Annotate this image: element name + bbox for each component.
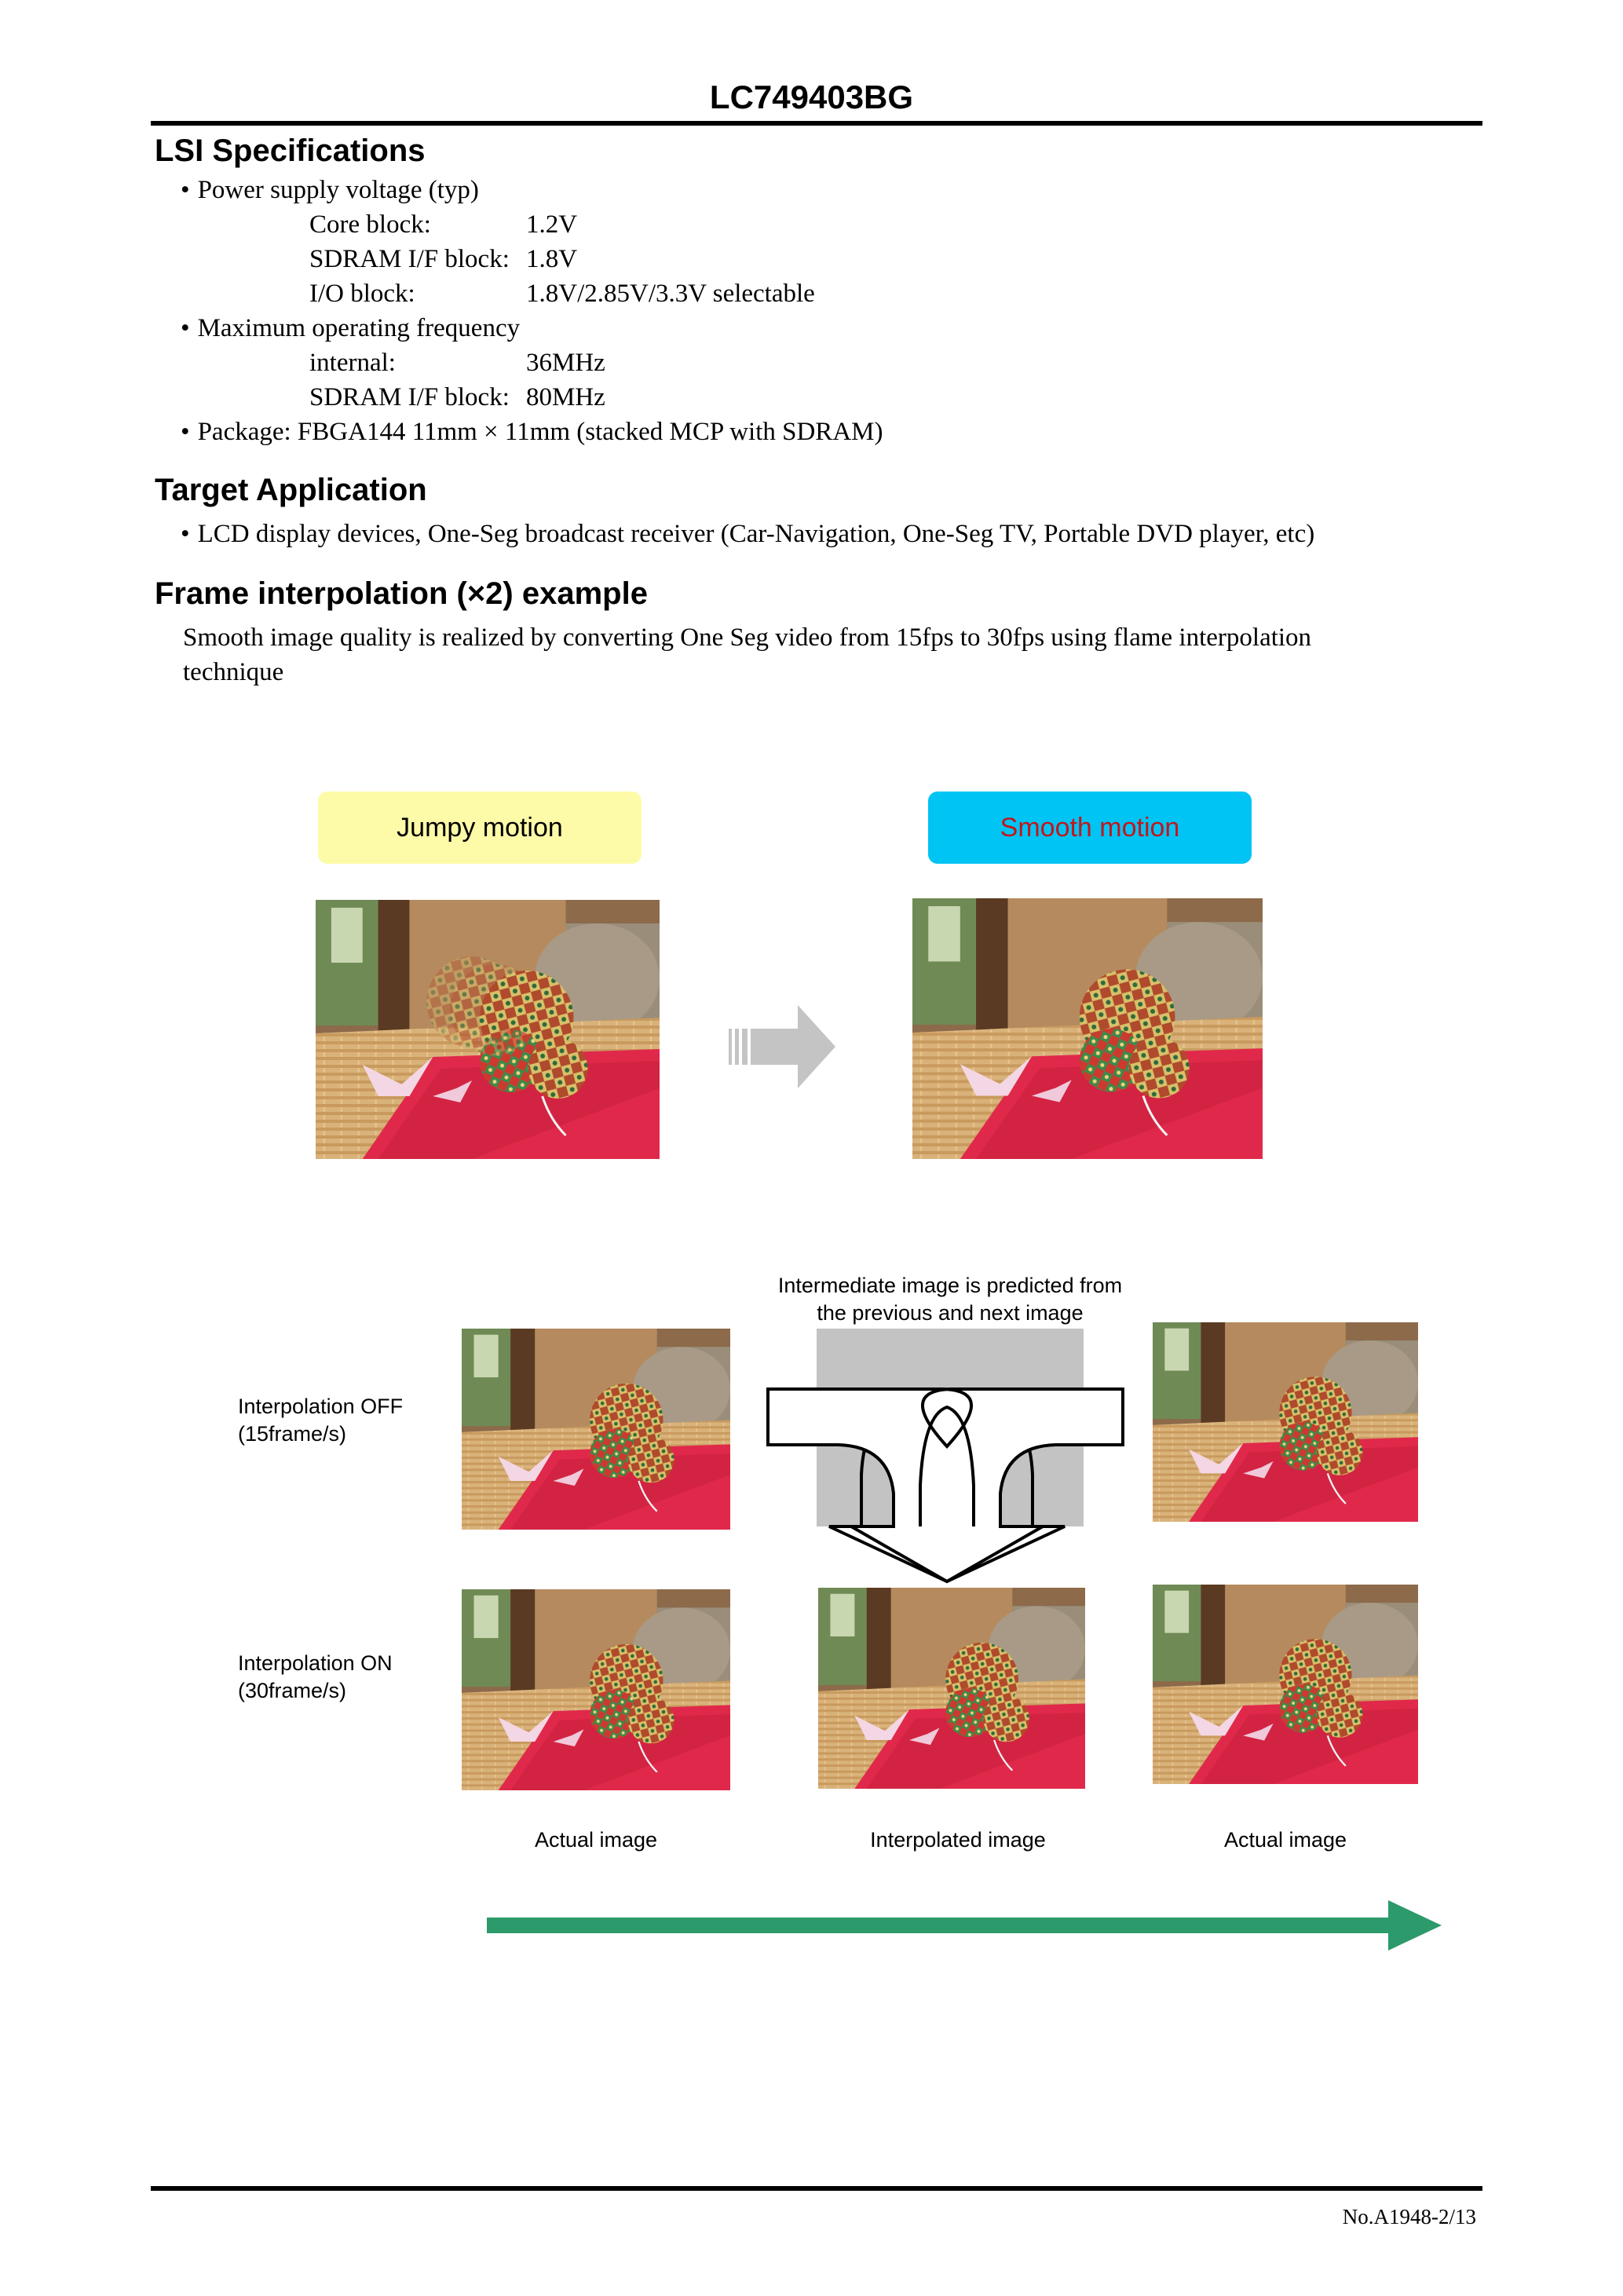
- caption-actual-image-1: Actual image: [534, 1828, 658, 1852]
- frame-interpolation-desc-2: technique: [183, 658, 284, 686]
- on-actual-frame-2-photo: [1153, 1585, 1418, 1784]
- interpolation-off-label-2: (15frame/s): [238, 1422, 347, 1446]
- predict-caption-1: Intermediate image is predicted from: [777, 1274, 1123, 1297]
- footer-rule: [151, 2186, 1482, 2191]
- spec-sdram-value: 1.8V: [526, 245, 578, 273]
- spec-core-label: Core block:: [309, 210, 431, 239]
- jumpy-motion-photo: [316, 900, 660, 1159]
- power-supply-title-text: Power supply voltage (typ): [197, 176, 479, 204]
- interpolation-on-label-2: (30frame/s): [238, 1679, 347, 1702]
- on-interpolated-frame-photo: [818, 1588, 1085, 1789]
- spec-io-value: 1.8V/2.85V/3.3V selectable: [526, 280, 815, 308]
- jumpy-motion-label: Jumpy motion: [318, 792, 642, 864]
- off-frame-2-photo: [1153, 1322, 1418, 1522]
- caption-actual-image-2: Actual image: [1223, 1828, 1347, 1852]
- package-text: Package: FBGA144 11mm × 11mm (stacked MCP with SDRAM): [197, 418, 883, 446]
- spec-core-value: 1.2V: [526, 210, 578, 239]
- max-freq-title: [181, 311, 520, 345]
- target-application-text: LCD display devices, One-Seg broadcast receiver (Car-Navigation, One-Seg TV, Portable DVD player, etc): [197, 520, 1315, 548]
- prediction-diagram: [763, 1329, 1124, 1585]
- freq-internal-label: internal:: [309, 349, 396, 377]
- time-arrow-icon: [487, 1900, 1442, 1951]
- gray-right-arrow-icon: [729, 1005, 835, 1088]
- freq-sdram-value: 80MHz: [526, 383, 605, 411]
- off-frame-1-photo: [462, 1329, 730, 1530]
- interpolation-off-label-1: Interpolation OFF: [238, 1395, 404, 1418]
- spec-io-label: I/O block:: [309, 280, 415, 308]
- on-actual-frame-1-photo: [462, 1589, 730, 1790]
- part-number-title: LC749403BG: [709, 79, 914, 115]
- frame-interpolation-desc-1: Smooth image quality is realized by converting One Seg video from 15fps to 30fps using flame interpolation: [183, 623, 1312, 652]
- header-rule: [151, 121, 1482, 126]
- power-supply-title: [181, 173, 479, 207]
- package-line: [181, 415, 883, 449]
- target-application-item: [181, 517, 1314, 551]
- freq-internal-value: 36MHz: [526, 349, 605, 377]
- caption-interpolated-image: Interpolated image: [870, 1828, 1046, 1852]
- smooth-motion-photo: [912, 898, 1263, 1159]
- page-number: No.A1948-2/13: [1342, 2205, 1476, 2228]
- lsi-specs-heading: LSI Specifications: [155, 133, 426, 168]
- max-freq-title-text: Maximum operating frequency: [197, 314, 521, 342]
- interpolation-on-label-1: Interpolation ON: [238, 1651, 393, 1675]
- predict-caption-2: the previous and next image: [817, 1301, 1084, 1325]
- smooth-motion-label: Smooth motion: [928, 792, 1252, 864]
- frame-interpolation-heading: Frame interpolation (×2) example: [155, 576, 648, 611]
- spec-sdram-label: SDRAM I/F block:: [309, 245, 510, 273]
- freq-sdram-label: SDRAM I/F block:: [309, 383, 510, 411]
- target-application-heading: Target Application: [155, 473, 427, 507]
